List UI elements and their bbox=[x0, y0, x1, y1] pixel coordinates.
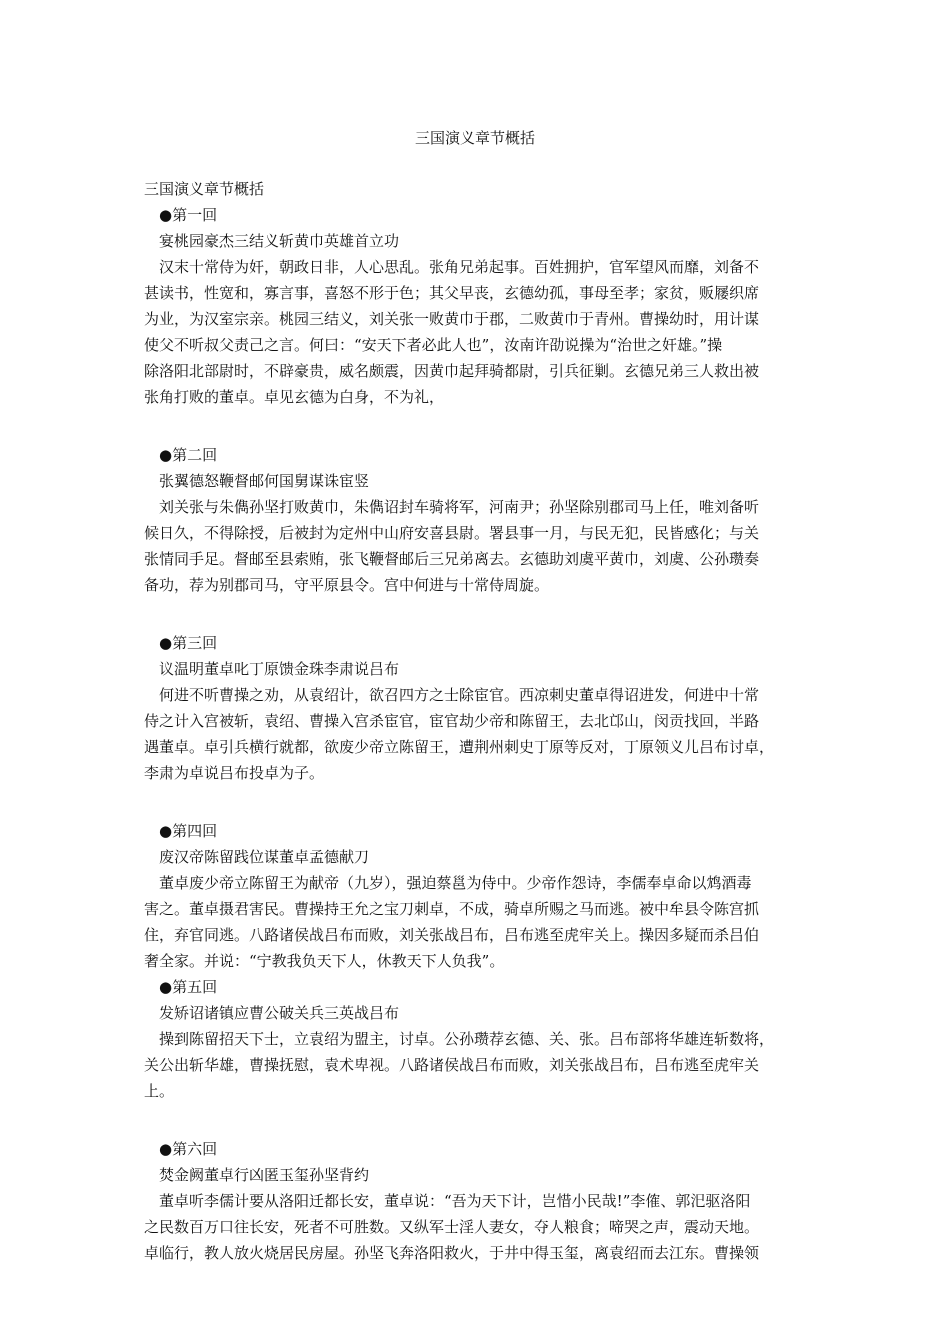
document-subtitle: 三国演义章节概括 bbox=[144, 180, 265, 198]
chapter-section bbox=[144, 1136, 806, 1266]
chapter-text-line: 刘关张与朱儁孙坚打败黄巾，朱儁诏封车骑将军，河南尹；孙坚除别郡司马上任，唯刘备听 bbox=[159, 498, 760, 516]
chapter-number: ●第一回 bbox=[159, 206, 218, 224]
chapter-number: ●第四回 bbox=[159, 822, 218, 840]
chapter-heading: 废汉帝陈留践位谋董卓孟德献刀 bbox=[159, 848, 370, 866]
chapter-number: ●第六回 bbox=[159, 1140, 218, 1158]
chapter-text-line: 甚读书，性宽和，寡言事，喜怒不形于色；其父早丧，玄德幼孤，事母至孝；家贫，贩屦织席 bbox=[144, 284, 760, 302]
chapter-text-line: 侍之计入宫被斩，袁绍、曹操入宫杀宦官，宦官劫少帝和陈留王，去北邙山，闵贡找回，半路 bbox=[144, 712, 760, 730]
chapter-heading: 焚金阙董卓行凶匿玉玺孙坚背约 bbox=[159, 1166, 370, 1184]
chapter-text-line: 为业，为汉室宗亲。桃园三结义，刘关张一败黄巾于郡，二败黄巾于青州。曹操幼时，用计谋 bbox=[144, 310, 760, 328]
chapter-text-line: 操到陈留招天下士，立袁绍为盟主，讨卓。公孙瓒荐玄德、关、张。吕布部将华雄连斩数将， bbox=[159, 1030, 775, 1048]
chapter-text-line: 奢全家。并说：“宁教我负天下人，休教天下人负我”。 bbox=[144, 952, 505, 970]
chapter-text-line: 之民数百万口往长安，死者不可胜数。又纵军士淫人妻女，夺人粮食；啼哭之声，震动天地。 bbox=[144, 1218, 760, 1236]
spacer bbox=[144, 598, 806, 624]
chapter-text-line: 何进不听曹操之劝，从袁绍计，欲召四方之士除宦官。西凉刺史董卓得诏进发，何进中十常 bbox=[159, 686, 760, 704]
chapter-text-line: 备功，荐为别郡司马，守平原县令。宫中何进与十常侍周旋。 bbox=[144, 576, 550, 594]
document-title: 三国演义章节概括 bbox=[414, 129, 535, 147]
chapter-section bbox=[144, 442, 806, 598]
chapter-text-line: 遇董卓。卓引兵横行就都，欲废少帝立陈留王，遭荆州刺史丁原等反对，丁原领义儿吕布讨卓， bbox=[144, 738, 775, 756]
spacer bbox=[144, 786, 806, 812]
chapter-section bbox=[144, 818, 806, 974]
chapter-text-line: 害之。董卓摄君害民。曹操持王允之宝刀刺卓，不成，骑卓所赐之马而逃。被中牟县令陈宫抓 bbox=[144, 900, 760, 918]
chapter-text-line: 候日久，不得除授，后被封为定州中山府安喜县尉。署县事一月，与民无犯，民皆感化；与关 bbox=[144, 524, 760, 542]
chapter-heading: 议温明董卓叱丁原馈金珠李肃说吕布 bbox=[159, 660, 400, 678]
chapter-text-line: 除洛阳北部尉时，不辟豪贵，威名颇震，因黄巾起拜骑都尉，引兵征剿。玄德兄弟三人救出被 bbox=[144, 362, 760, 380]
chapter-text-line: 住，弃官同逃。八路诸侯战吕布而败，刘关张战吕布，吕布逃至虎牢关上。操因多疑而杀吕伯 bbox=[144, 926, 760, 944]
spacer bbox=[144, 1104, 806, 1130]
chapter-section bbox=[144, 630, 806, 786]
chapter-text-line: 李肃为卓说吕布投卓为子。 bbox=[144, 764, 325, 782]
chapter-text-line: 汉末十常侍为奸，朝政日非，人心思乱。张角兄弟起事。百姓拥护，官军望风而靡，刘备不 bbox=[159, 258, 760, 276]
chapter-text-line: 董卓听李儒计要从洛阳迁都长安，董卓说：“吾为天下计，岂惜小民哉!”李傕、郭汜驱洛阳 bbox=[159, 1192, 751, 1210]
chapter-text-line: 上。 bbox=[144, 1082, 175, 1100]
chapter-heading: 宴桃园豪杰三结义斩黄巾英雄首立功 bbox=[159, 232, 400, 250]
chapter-text-line: 张角打败的董卓。卓见玄德为白身，不为礼， bbox=[144, 388, 445, 406]
document-body bbox=[144, 176, 806, 1266]
chapter-section bbox=[144, 202, 806, 410]
chapter-number: ●第三回 bbox=[159, 634, 218, 652]
chapter-text-line: 使父不听叔父责己之言。何曰：“安天下者必此人也”，汝南许劭说操为“治世之奸雄。”操 bbox=[144, 336, 723, 354]
chapter-number: ●第二回 bbox=[159, 446, 218, 464]
chapter-heading: 发矫诏诸镇应曹公破关兵三英战吕布 bbox=[159, 1004, 400, 1022]
chapter-number: ●第五回 bbox=[159, 978, 218, 996]
chapter-text-line: 关公出斩华雄，曹操抚慰，袁术卑视。八路诸侯战吕布而败，刘关张战吕布，吕布逃至虎牢关 bbox=[144, 1056, 760, 1074]
spacer bbox=[144, 410, 806, 436]
chapter-heading: 张翼德怒鞭督邮何国舅谋诛宦竖 bbox=[159, 472, 370, 490]
chapter-text-line: 卓临行，教人放火烧居民房屋。孙坚飞奔洛阳救火，于井中得玉玺，离袁绍而去江东。曹操领 bbox=[144, 1244, 760, 1262]
chapter-section bbox=[144, 974, 806, 1104]
chapter-text-line: 董卓废少帝立陈留王为献帝（九岁），强迫蔡邕为侍中。少帝作怨诗，李儒奉卓命以鸩酒毒 bbox=[159, 874, 752, 892]
chapter-text-line: 张情同手足。督邮至县索贿，张飞鞭督邮后三兄弟离去。玄德助刘虞平黄巾，刘虞、公孙瓒奏 bbox=[144, 550, 760, 568]
